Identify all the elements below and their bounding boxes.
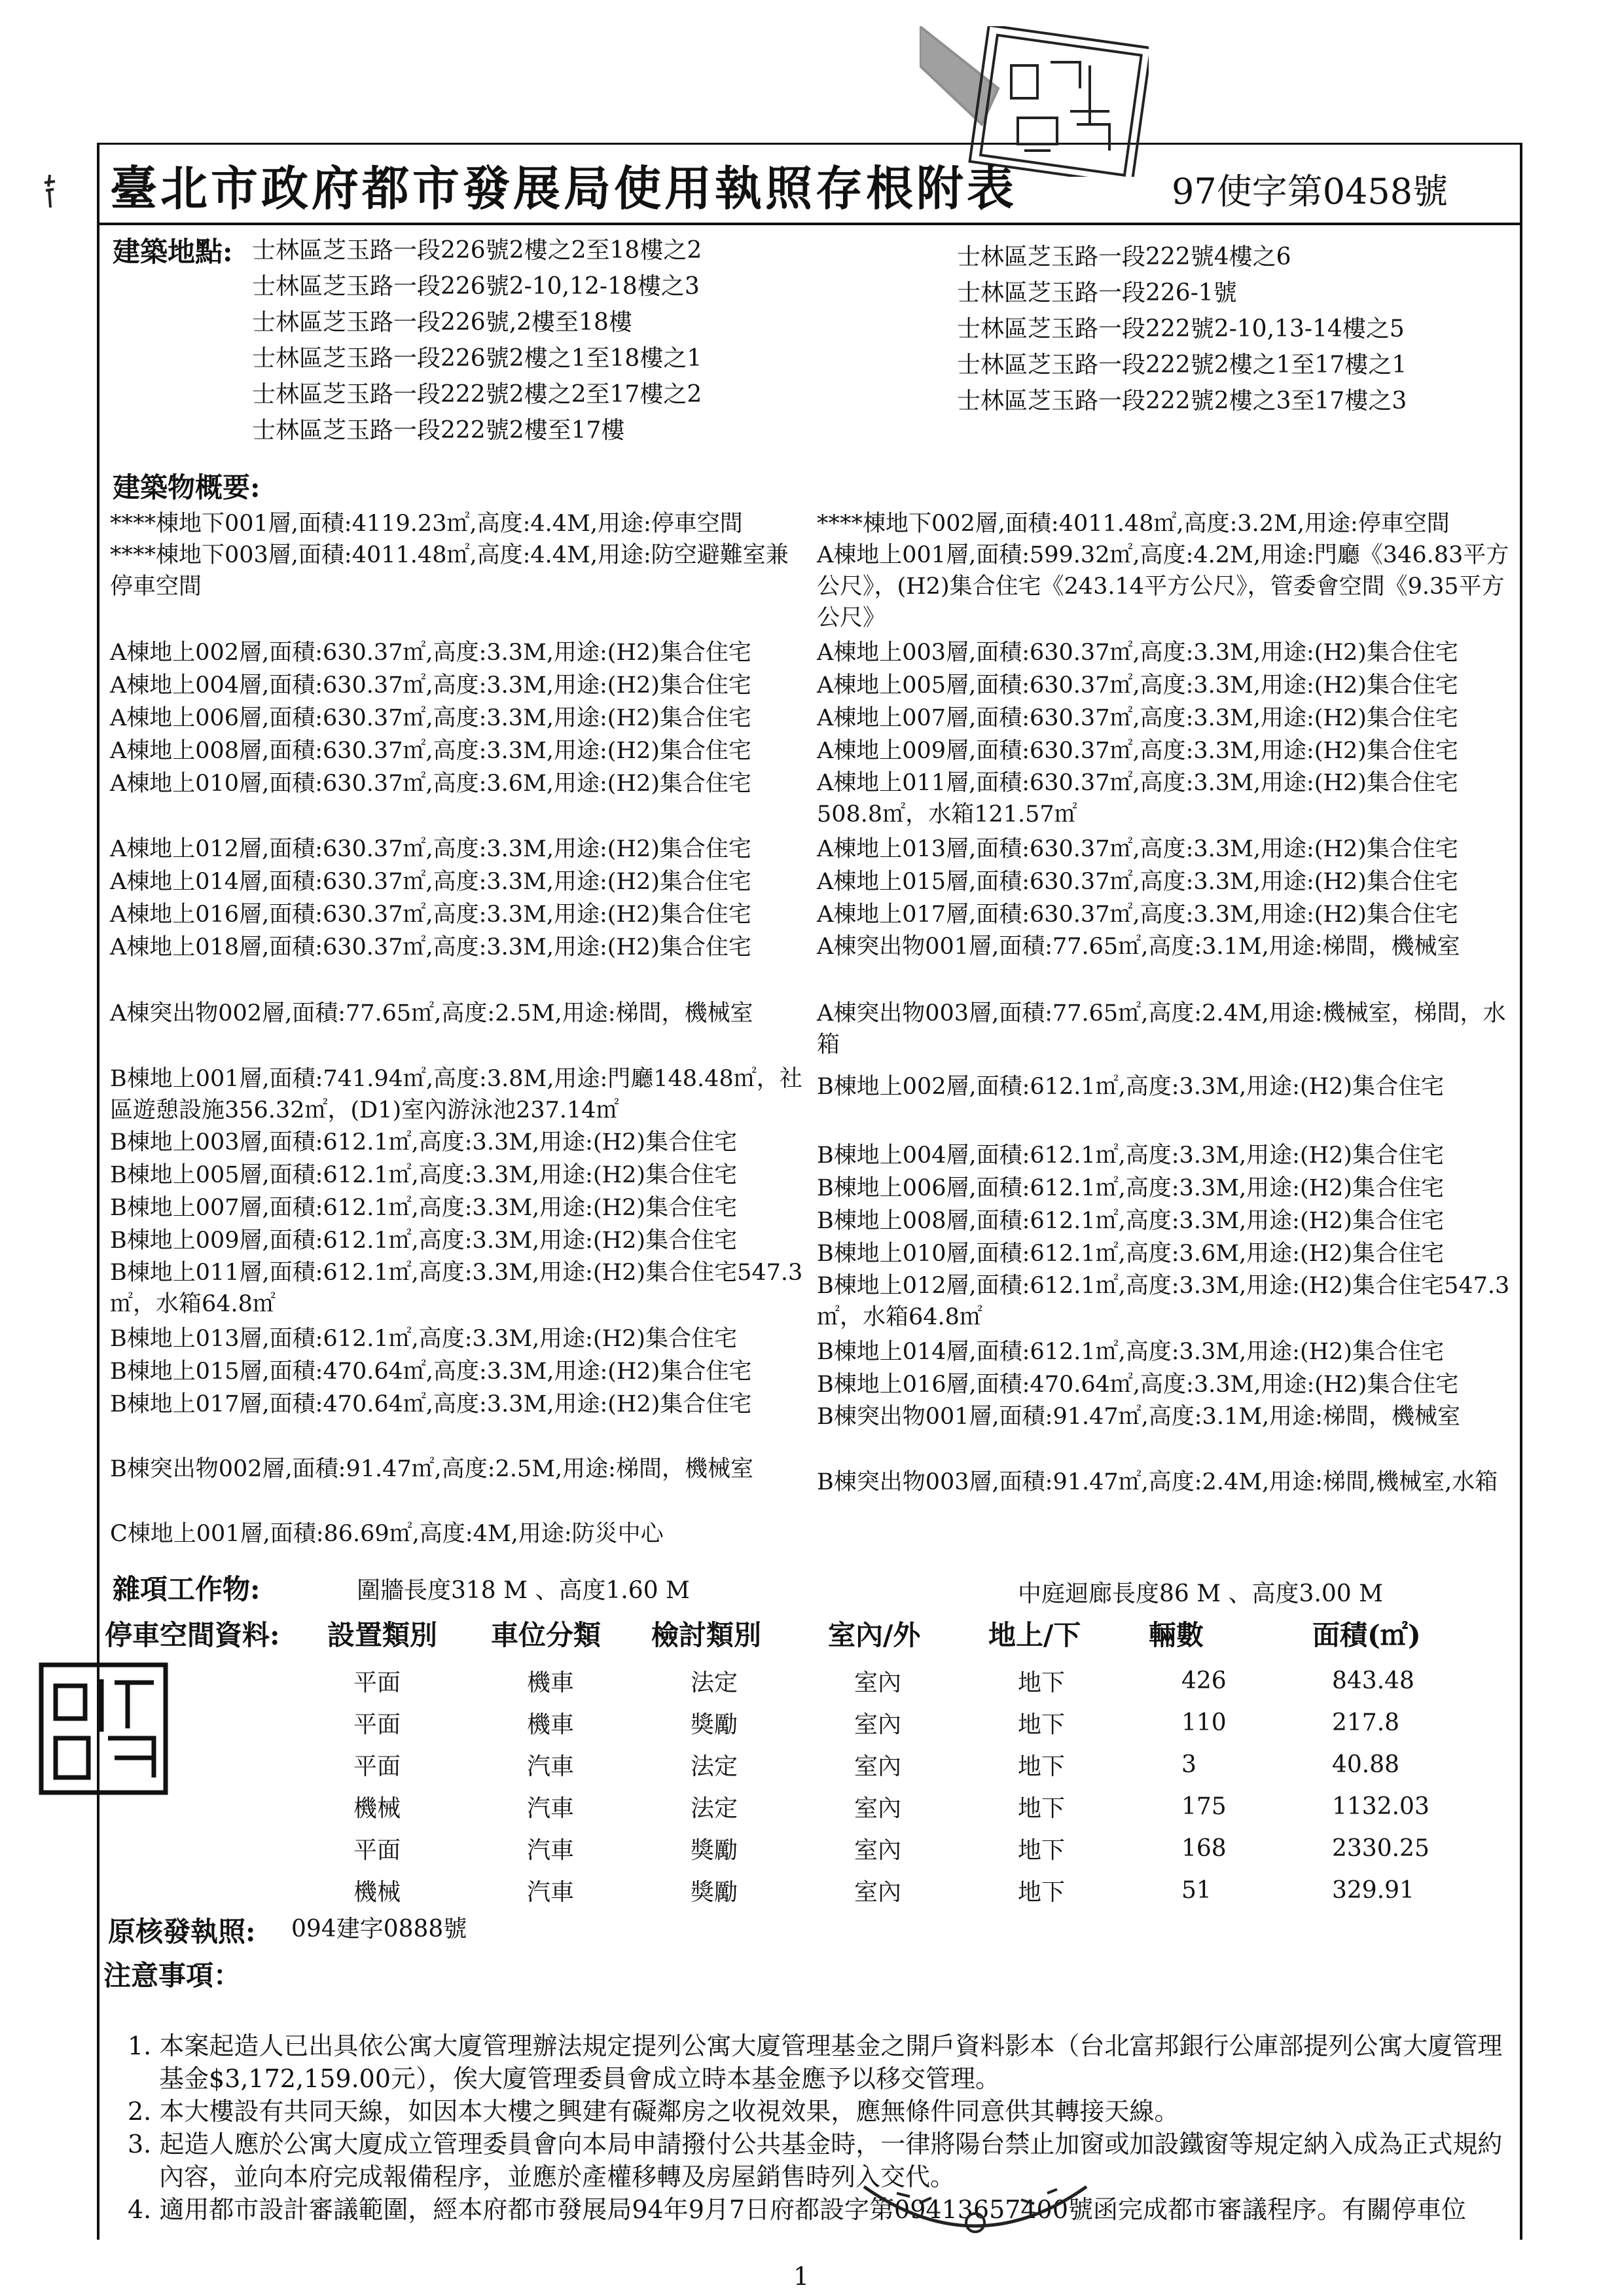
building-entry: C棟地上001層,面積:86.69㎡,高度:4M,用途:防災中心 <box>110 1521 664 1547</box>
parking-cell: 217.8 <box>1332 1709 1400 1736</box>
parking-header-row <box>327 1614 1519 1653</box>
building-entry: B棟地上008層,面積:612.1㎡,高度:3.3M,用途:(H2)集合住宅 <box>817 1208 1445 1234</box>
parking-cell: 機械 <box>353 1878 401 1906</box>
parking-cell: 室內 <box>854 1753 902 1780</box>
parking-cell: 平面 <box>353 1836 401 1864</box>
parking-cell: 2330.25 <box>1332 1834 1429 1862</box>
building-entry: A棟地上006層,面積:630.37㎡,高度:3.3M,用途:(H2)集合住宅 <box>110 705 751 731</box>
parking-cell: 室內 <box>854 1878 902 1906</box>
building-entry: B棟地上004層,面積:612.1㎡,高度:3.3M,用途:(H2)集合住宅 <box>817 1142 1445 1169</box>
parking-row <box>353 1785 1427 1827</box>
margin-mark <box>41 173 59 210</box>
parking-row <box>353 1743 1427 1785</box>
building-entry: A棟地上018層,面積:630.37㎡,高度:3.3M,用途:(H2)集合住宅 <box>110 934 751 960</box>
parking-cell: 機車 <box>527 1711 575 1738</box>
bottom-seal-stamp <box>857 2174 1093 2246</box>
parking-cell: 平面 <box>353 1669 401 1696</box>
note-item: 4. 適用都市設計審議範圍，經本府都市發展局94年9月7日府都設字第09413657400號函完成都市審議程序。有關停車位 <box>128 2195 1466 2224</box>
parking-cell: 40.88 <box>1332 1751 1400 1778</box>
original-license-value: 094建字0888號 <box>291 1916 467 1942</box>
site-address-right-list <box>957 239 1407 419</box>
building-entry: A棟地上012層,面積:630.37㎡,高度:3.3M,用途:(H2)集合住宅 <box>110 836 751 862</box>
building-entry: B棟地上016層,面積:470.64㎡,高度:3.3M,用途:(H2)集合住宅 <box>817 1372 1459 1398</box>
site-address: 士林區芝玉路一段222號2樓之3至17樓之3 <box>957 388 1407 414</box>
parking-cell: 汽車 <box>527 1836 575 1864</box>
parking-cell: 地下 <box>1018 1836 1066 1864</box>
parking-header: 面積(㎡) <box>1312 1619 1421 1651</box>
parking-cell: 110 <box>1181 1709 1227 1736</box>
site-address: 士林區芝玉路一段222號2樓之1至17樓之1 <box>957 352 1407 378</box>
site-address: 士林區芝玉路一段226號2-10,12-18樓之3 <box>252 273 700 300</box>
building-entry: B棟地上005層,面積:612.1㎡,高度:3.3M,用途:(H2)集合住宅 <box>110 1162 738 1188</box>
building-entry: A棟突出物002層,面積:77.65㎡,高度:2.5M,用途:梯間，機械室 <box>110 1000 753 1027</box>
site-address-left-list <box>252 232 702 448</box>
parking-cell: 地下 <box>1018 1711 1066 1738</box>
parking-cell: 獎勵 <box>691 1836 738 1864</box>
parking-header: 輛數 <box>1149 1619 1204 1651</box>
site-address: 士林區芝玉路一段226號2樓之1至18樓之1 <box>252 345 702 372</box>
building-entry: A棟突出物001層,面積:77.65㎡,高度:3.1M,用途:梯間，機械室 <box>817 934 1460 960</box>
parking-row <box>353 1660 1427 1702</box>
parking-cell: 機械 <box>353 1795 401 1822</box>
parking-row <box>353 1827 1427 1869</box>
document-title: 臺北市政府都市發展局使用執照存根附表 <box>110 160 1018 216</box>
parking-cell: 地下 <box>1018 1878 1066 1906</box>
parking-cell: 地下 <box>1018 1795 1066 1822</box>
building-entry: B棟突出物001層,面積:91.47㎡,高度:3.1M,用途:梯間，機械室 <box>817 1404 1460 1430</box>
parking-cell: 426 <box>1181 1667 1227 1694</box>
building-entry: B棟地上011層,面積:612.1㎡,高度:3.3M,用途:(H2)集合住宅547.3㎡，水箱64.8㎡ <box>110 1260 803 1317</box>
left-seal-stamp <box>36 1660 170 1797</box>
parking-cell: 汽車 <box>527 1753 575 1780</box>
building-entry: A棟地上017層,面積:630.37㎡,高度:3.3M,用途:(H2)集合住宅 <box>817 902 1458 928</box>
parking-cell: 室內 <box>854 1669 902 1696</box>
misc-label: 雜項工作物: <box>113 1573 261 1605</box>
building-entry: A棟地上004層,面積:630.37㎡,高度:3.3M,用途:(H2)集合住宅 <box>110 672 751 699</box>
building-entry: B棟突出物002層,面積:91.47㎡,高度:2.5M,用途:梯間，機械室 <box>110 1456 753 1482</box>
building-entry: B棟地上015層,面積:470.64㎡,高度:3.3M,用途:(H2)集合住宅 <box>110 1358 752 1385</box>
site-address: 士林區芝玉路一段222號2樓至17樓 <box>252 417 625 444</box>
building-entry: B棟地上007層,面積:612.1㎡,高度:3.3M,用途:(H2)集合住宅 <box>110 1195 738 1221</box>
building-entry: A棟地上007層,面積:630.37㎡,高度:3.3M,用途:(H2)集合住宅 <box>817 705 1458 731</box>
parking-cell: 汽車 <box>527 1878 575 1906</box>
building-entry: A棟地上016層,面積:630.37㎡,高度:3.3M,用途:(H2)集合住宅 <box>110 902 751 928</box>
parking-cell: 329.91 <box>1332 1876 1414 1904</box>
parking-cell: 汽車 <box>527 1795 575 1822</box>
parking-cell: 175 <box>1181 1793 1227 1820</box>
misc-wall: 圍牆長度318 M 、高度1.60 M <box>357 1577 690 1604</box>
building-entry: B棟突出物003層,面積:91.47㎡,高度:2.4M,用途:梯間,機械室,水箱 <box>817 1469 1498 1495</box>
site-address: 士林區芝玉路一段222號2-10,13-14樓之5 <box>957 316 1405 342</box>
notes-label: 注意事項： <box>103 1959 242 1992</box>
parking-cell: 獎勵 <box>691 1711 738 1738</box>
parking-row <box>353 1702 1427 1743</box>
parking-row <box>353 1869 1427 1911</box>
building-entry: B棟地上017層,面積:470.64㎡,高度:3.3M,用途:(H2)集合住宅 <box>110 1391 752 1417</box>
parking-cell: 機車 <box>527 1669 575 1696</box>
building-entry: A棟地上009層,面積:630.37㎡,高度:3.3M,用途:(H2)集合住宅 <box>817 738 1458 764</box>
building-entry: ****棟地下003層,面積:4011.48㎡,高度:4.4M,用途:防空避難室兼停車空間 <box>110 542 789 600</box>
parking-header: 檢討類別 <box>651 1619 762 1651</box>
site-address: 士林區芝玉路一段226號,2樓至18樓 <box>252 309 632 336</box>
building-entry: A棟地上008層,面積:630.37㎡,高度:3.3M,用途:(H2)集合住宅 <box>110 738 751 764</box>
building-entry: B棟地上012層,面積:612.1㎡,高度:3.3M,用途:(H2)集合住宅547.3㎡，水箱64.8㎡ <box>817 1273 1510 1330</box>
parking-label: 停車空間資料: <box>105 1619 280 1651</box>
parking-cell: 室內 <box>854 1795 902 1822</box>
parking-cell: 法定 <box>691 1795 738 1822</box>
building-entry: B棟地上014層,面積:612.1㎡,高度:3.3M,用途:(H2)集合住宅 <box>817 1339 1445 1365</box>
parking-header: 室內/外 <box>828 1619 921 1651</box>
building-entry: B棟地上009層,面積:612.1㎡,高度:3.3M,用途:(H2)集合住宅 <box>110 1228 738 1254</box>
building-entry: ****棟地下002層,面積:4011.48㎡,高度:3.2M,用途:停車空間 <box>817 511 1450 537</box>
parking-cell: 室內 <box>854 1711 902 1738</box>
parking-cell: 1132.03 <box>1332 1793 1429 1820</box>
parking-cell: 平面 <box>353 1753 401 1780</box>
parking-cell: 地下 <box>1018 1669 1066 1696</box>
notes-list <box>128 2030 1515 2226</box>
building-entry: A棟地上014層,面積:630.37㎡,高度:3.3M,用途:(H2)集合住宅 <box>110 869 751 895</box>
building-entry: A棟地上013層,面積:630.37㎡,高度:3.3M,用途:(H2)集合住宅 <box>817 836 1458 862</box>
building-entry: ****棟地下001層,面積:4119.23㎡,高度:4.4M,用途:停車空間 <box>110 511 743 537</box>
page-number: 1 <box>793 2262 810 2291</box>
building-entry: A棟地上005層,面積:630.37㎡,高度:3.3M,用途:(H2)集合住宅 <box>817 672 1458 699</box>
building-entry: B棟地上013層,面積:612.1㎡,高度:3.3M,用途:(H2)集合住宅 <box>110 1326 738 1352</box>
building-entry: A棟地上003層,面積:630.37㎡,高度:3.3M,用途:(H2)集合住宅 <box>817 640 1458 666</box>
site-address: 士林區芝玉路一段226-1號 <box>957 280 1237 306</box>
parking-header: 車位分類 <box>491 1619 602 1651</box>
parking-cell: 法定 <box>691 1669 738 1696</box>
parking-cell: 室內 <box>854 1836 902 1864</box>
parking-header: 設置類別 <box>327 1619 438 1651</box>
document-number: 97使字第0458號 <box>1172 171 1448 212</box>
parking-cell: 168 <box>1181 1834 1227 1862</box>
note-item: 2. 本大樓設有共同天線，如因本大樓之興建有礙鄰房之收視效果，應無條件同意供其轉接天線。 <box>128 2097 1179 2126</box>
parking-table <box>353 1660 1427 1911</box>
site-address: 士林區芝玉路一段222號2樓之2至17樓之2 <box>252 381 702 408</box>
building-entry: A棟地上010層,面積:630.37㎡,高度:3.6M,用途:(H2)集合住宅 <box>110 771 751 797</box>
parking-cell: 獎勵 <box>691 1878 738 1906</box>
building-entry: B棟地上001層,面積:741.94㎡,高度:3.8M,用途:門廳148.48㎡，社區遊憩設施356.32㎡，(D1)室內游泳池237.14㎡ <box>110 1066 802 1123</box>
misc-corridor: 中庭迴廊長度86 M 、高度3.00 M <box>1018 1580 1384 1607</box>
building-entry: A棟地上011層,面積:630.37㎡,高度:3.3M,用途:(H2)集合住宅508.8㎡，水箱121.57㎡ <box>817 770 1458 828</box>
building-entry: B棟地上006層,面積:612.1㎡,高度:3.3M,用途:(H2)集合住宅 <box>817 1175 1445 1201</box>
building-entry: A棟地上002層,面積:630.37㎡,高度:3.3M,用途:(H2)集合住宅 <box>110 640 751 666</box>
building-entry: B棟地上010層,面積:612.1㎡,高度:3.6M,用途:(H2)集合住宅 <box>817 1241 1445 1267</box>
parking-cell: 平面 <box>353 1711 401 1738</box>
site-label: 建築地點: <box>113 236 233 268</box>
note-item: 1. 本案起造人已出具依公寓大廈管理辦法規定提列公寓大廈管理基金之開戶資料影本（台北富邦銀行公庫部提列公寓大廈管理基金$3,172,159.00元），俟大廈管理委員會成立時本基金應予以移交管理。 <box>128 2032 1503 2093</box>
building-entry: A棟地上015層,面積:630.37㎡,高度:3.3M,用途:(H2)集合住宅 <box>817 869 1458 895</box>
header-divider <box>97 223 1520 225</box>
building-entry: B棟地上003層,面積:612.1㎡,高度:3.3M,用途:(H2)集合住宅 <box>110 1129 738 1156</box>
site-address: 士林區芝玉路一段222號4樓之6 <box>957 244 1291 270</box>
building-entry: A棟地上001層,面積:599.32㎡,高度:4.2M,用途:門廳《346.83平方公尺》，(H2)集合住宅《243.14平方公尺》，管委會空間《9.35平方公尺》 <box>817 542 1509 631</box>
parking-cell: 3 <box>1181 1751 1196 1778</box>
site-address: 士林區芝玉路一段226號2樓之2至18樓之2 <box>252 237 702 264</box>
parking-cell: 51 <box>1181 1876 1212 1904</box>
building-entry: A棟突出物003層,面積:77.65㎡,高度:2.4M,用途:機械室，梯間，水箱 <box>817 1000 1506 1058</box>
original-license-label: 原核發執照: <box>108 1916 256 1948</box>
parking-cell: 法定 <box>691 1753 738 1780</box>
parking-cell: 843.48 <box>1332 1667 1414 1694</box>
parking-header: 地上/下 <box>988 1619 1081 1651</box>
building-label: 建築物概要: <box>113 471 261 503</box>
note-item: 3. 起造人應於公寓大廈成立管理委員會向本局申請撥付公共基金時，一律將陽台禁止加窗或加設鐵窗等規定納入成為正式規約內容，並向本府完成報備程序，並應於產權移轉及房屋銷售時列入交代。 <box>128 2130 1503 2191</box>
parking-cell: 地下 <box>1018 1753 1066 1780</box>
building-entry: B棟地上002層,面積:612.1㎡,高度:3.3M,用途:(H2)集合住宅 <box>817 1074 1445 1100</box>
